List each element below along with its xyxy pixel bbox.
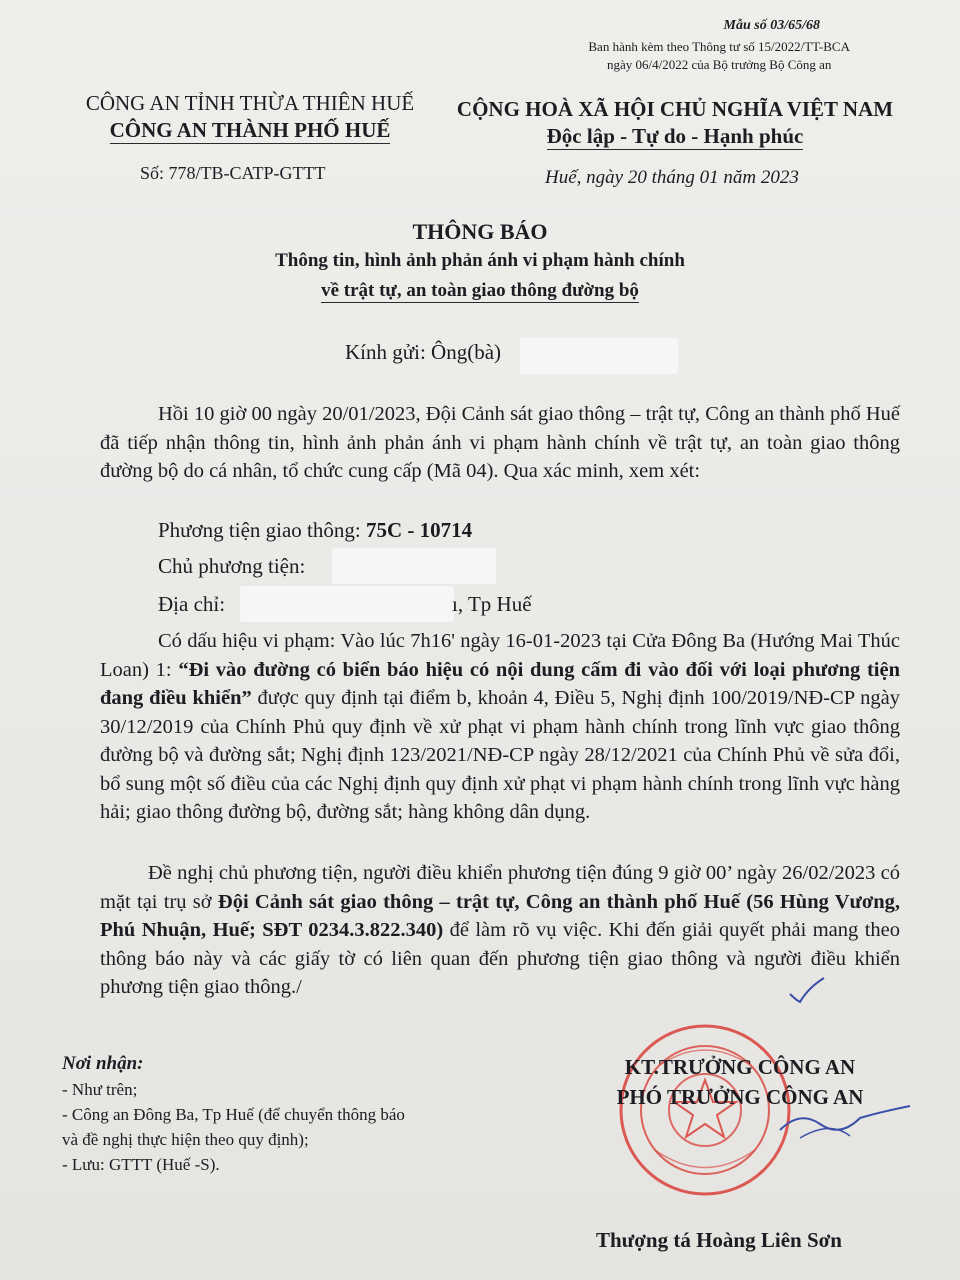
owner-label: Chủ phương tiện: bbox=[158, 554, 306, 578]
recipient-item: - Lưu: GTTT (Huế -S). bbox=[62, 1155, 220, 1174]
signature-line-1: KT.TRƯỞNG CÔNG AN bbox=[624, 1055, 856, 1079]
greeting: Kính gửi: Ông(bà) bbox=[345, 340, 502, 364]
vehicle-line bbox=[158, 518, 472, 543]
redacted-recipient-name bbox=[520, 338, 678, 374]
request-text-1: Đề nghị chủ phương tiện, người điều khiển phương tiện đúng 9 giờ 00’ ngày 26/02/2023 có mặt tại trụ sở bbox=[100, 862, 900, 913]
agency-name: CÔNG AN THÀNH PHỐ HUẾ bbox=[109, 118, 391, 142]
redacted-owner bbox=[332, 548, 496, 584]
agency-parent: CÔNG AN TỈNH THỪA THIÊN HUẾ bbox=[85, 91, 415, 115]
title-block bbox=[170, 218, 790, 306]
recipient-item: - Như trên; bbox=[62, 1080, 138, 1099]
redacted-address bbox=[240, 586, 454, 622]
request-paragraph bbox=[100, 859, 900, 1002]
title-subtitle-2: về trật tự, an toàn giao thông đường bộ bbox=[321, 280, 639, 301]
title-subtitle-1: Thông tin, hình ảnh phản ánh vi phạm hành chính bbox=[275, 250, 685, 271]
signer-name: Thượng tá Hoàng Liên Sơn bbox=[596, 1228, 842, 1252]
handwritten-signature-icon bbox=[770, 1090, 920, 1150]
owner-line bbox=[158, 554, 305, 579]
recipient-item: - Công an Đông Ba, Tp Huế (để chuyển thông báo bbox=[62, 1105, 405, 1124]
address-label: Địa chỉ: bbox=[158, 592, 226, 616]
issued-note bbox=[588, 38, 850, 74]
address-tail: ı, Tp Huế bbox=[452, 592, 532, 616]
signature-line-2: PHÓ TRƯỞNG CÔNG AN bbox=[616, 1085, 864, 1109]
violation-text-1: Có dấu hiệu vi phạm: Vào lúc 7h16' ngày 16-01-2023 tại Cửa Đông Ba (Hướng Mai Thúc Loan) 1: bbox=[100, 630, 900, 681]
nation-name: CỘNG HOÀ XÃ HỘI CHỦ NGHĨA VIỆT NAM bbox=[456, 97, 894, 121]
violation-paragraph bbox=[100, 627, 900, 827]
nation-header bbox=[440, 96, 910, 150]
violation-text-2: được quy định tại điểm b, khoản 4, Điều 5, Nghị định 100/2019/NĐ-CP ngày 30/12/2019 của Chính Phủ quy định về xử phạt vi phạm hành chính trong lĩnh vực giao thông đường bộ và đường sắt; Nghị định 123/2021/NĐ-CP ngày 28/12/2021 của Chính Phủ về sửa đổi, bổ sung một số điều của các Nghị định quy định xử phạt vi phạm hành chính trong lĩnh vực hàng hải; giao thông đường bộ, đường sắt; hàng không dân dụng. bbox=[100, 687, 901, 823]
issued-line-2: ngày 06/4/2022 của Bộ trưởng Bộ Công an bbox=[606, 57, 832, 72]
recipients-block bbox=[62, 1050, 405, 1177]
request-text-2: để làm rõ vụ việc. Khi đến giải quyết phải mang theo thông báo này và các giấy tờ có liên quan đến phương tiện giao thông và người điều khiển phương tiện giao thông./ bbox=[100, 919, 900, 998]
form-number: Mẫu số 03/65/68 bbox=[723, 18, 820, 33]
issued-line-1: Ban hành kèm theo Thông tư số 15/2022/TT-BCA bbox=[588, 39, 850, 54]
place-date: Huế, ngày 20 tháng 01 năm 2023 bbox=[545, 167, 799, 188]
checkmark-icon bbox=[788, 976, 828, 1006]
address-line bbox=[158, 592, 225, 617]
recipients-heading: Nơi nhận: bbox=[62, 1053, 144, 1074]
vehicle-label: Phương tiện giao thông: bbox=[158, 518, 361, 542]
nation-motto: Độc lập - Tự do - Hạnh phúc bbox=[546, 124, 804, 148]
page-title: THÔNG BÁO bbox=[412, 219, 548, 244]
agency-header bbox=[80, 90, 420, 144]
vehicle-plate: 75C - 10714 bbox=[365, 518, 473, 542]
intro-paragraph: Hồi 10 giờ 00 ngày 20/01/2023, Đội Cảnh sát giao thông – trật tự, Công an thành phố Huế đã tiếp nhận thông tin, hình ảnh phản ánh vi phạm hành chính về trật tự, an toàn giao thông đường bộ do cá nhân, tổ chức cung cấp (Mã 04). Qua xác minh, xem xét: bbox=[100, 403, 900, 482]
request-office: Đội Cảnh sát giao thông – trật tự, Công an thành phố Huế (56 Hùng Vương, Phú Nhuận, Huế; SĐT 0234.3.822.340) bbox=[100, 890, 900, 941]
recipient-item: và đề nghị thực hiện theo quy định); bbox=[62, 1130, 309, 1149]
violation-quote: “Đi vào đường có biển báo hiệu có nội dung cấm đi vào đối với loại phương tiện đang điều khiển” bbox=[100, 658, 900, 709]
document-number: Số: 778/TB-CATP-GTTT bbox=[140, 163, 326, 183]
